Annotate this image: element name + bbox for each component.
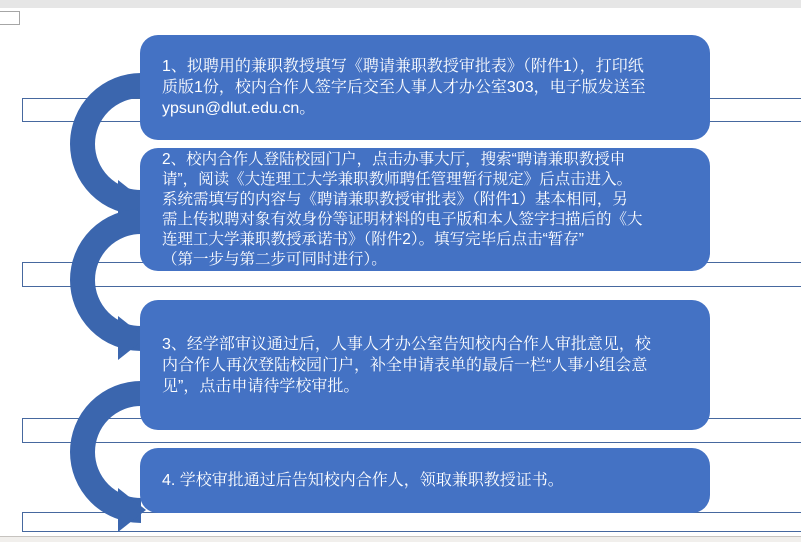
flow-step-2-box[interactable]: [140, 148, 710, 271]
step-3-text-line: 3、经学部审议通过后，人事人才办公室告知校内合作人审批意见，校: [162, 335, 651, 353]
flow-step-3-box[interactable]: [140, 300, 710, 430]
flow-step-1-box[interactable]: [140, 35, 710, 140]
step-2-text-line: 请”，阅读《大连理工大学兼职教师聘任管理暂行规定》后点击进入。: [162, 170, 633, 188]
step-1-text-line: 质版1份，校内合作人签字后交至人事人才办公室303，电子版发送至: [162, 79, 646, 96]
step-2-text-line: 需上传拟聘对象有效身份等证明材料的电子版和本人签字扫描后的《大: [162, 210, 643, 228]
page-top-margin-band: [0, 0, 801, 8]
table-corner-cell: [0, 11, 20, 25]
step-4-text-line: 4. 学校审批通过后告知校内合作人，领取兼职教授证书。: [162, 472, 564, 489]
step-2-text-line: （第一步与第二步可同时进行）。: [162, 250, 387, 268]
step-3-text-line: 内合作人再次登陆校园门户，补全申请表单的最后一栏“人事小组会意: [162, 356, 648, 374]
step-2-text-line: 连理工大学兼职教授承诺书》（附件2）。填写完毕后点击“暂存”: [162, 230, 584, 248]
step-3-text-line: 见”，点击申请待学校审批。: [162, 377, 360, 395]
step-1-text-line: 1、拟聘用的兼职教授填写《聘请兼职教授审批表》（附件1），打印纸: [162, 58, 644, 75]
step-2-text-line: 2、校内合作人登陆校园门户，点击办事大厅，搜索“聘请兼职教授申: [162, 150, 626, 168]
page-bottom-margin-band: [0, 536, 801, 542]
step-1-text-line: ypsun@dlut.edu.cn。: [162, 100, 316, 117]
flow-step-4-box[interactable]: [140, 448, 710, 513]
step-2-text-line: 系统需填写的内容与《聘请兼职教授审批表》（附件1）基本相同，另: [162, 190, 628, 208]
